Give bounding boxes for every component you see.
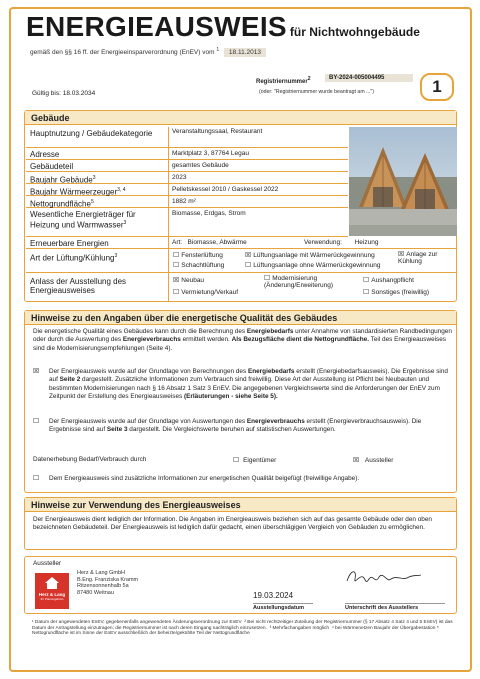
building-row-heater-year <box>26 184 348 196</box>
occasion-posting[interactable]: ☐ Aushangpflicht <box>363 276 414 284</box>
footnote-5: ⁵ Nettogrundfläche ist im Sinne der EnEV ausschließlich der beheizte/gekühlte Teil der Nettogrundfläche <box>32 625 439 637</box>
area-value: 1882 m² <box>172 198 196 205</box>
occasion-modernisation[interactable]: ☐ Modernisierung (Änderung/Erweiterung) <box>264 274 334 289</box>
usage-hints-section <box>24 497 457 550</box>
checkbox-checked-icon: ☒ <box>398 250 405 258</box>
signature-label: Unterschrift des Ausstellers <box>345 603 445 611</box>
ventilation-window[interactable]: ☐ Fensterlüftung <box>173 251 223 259</box>
footnote-4: ⁴ bei Wärmenetzen Baujahr der Übergabestation <box>331 625 436 631</box>
usage-label: Hauptnutzung / Gebäudekategorie <box>30 129 153 138</box>
issue-date-label: Ausstellungsdatum <box>253 603 313 611</box>
checkbox-empty-icon: ☐ <box>363 276 370 284</box>
consumption-certificate-option: Der Energieausweis wurde auf der Grundlage von Auswertungen des Energieverbrauchs erstellt (Energieverbrauchsausweis). Die Ergebnisse sind auf Seite 3 dargestellt. Die Vergleichswerte beruhen auf statistischen Auswertungen. <box>49 418 422 434</box>
valid-until: Gültig bis: 18.03.2034 <box>32 90 96 97</box>
quality-hints-title: Hinweise zu den Angaben über die energetische Qualität des Gebäudes <box>25 311 456 325</box>
registration-label: Registriernummer$^2$ <box>256 76 311 85</box>
building-photo-image <box>349 127 457 236</box>
renewables-use: Verwendung: Heizung <box>304 239 379 246</box>
building-row-year <box>26 172 348 184</box>
ventilation-no-recovery[interactable]: ☐ Lüftungsanlage ohne Wärmerückgewinnung <box>245 261 381 269</box>
issuer-logo <box>35 573 69 609</box>
checkbox-empty-icon: ☐ <box>173 288 180 296</box>
checkbox-empty-icon: ☐ <box>363 288 370 296</box>
regulation-footnote-ref: 1 <box>216 47 220 53</box>
page-number-badge: 1 <box>420 73 454 101</box>
occasion-other[interactable]: ☐ Sonstiges (freiwillig) <box>363 288 430 296</box>
logo-tagline: Ihr Planungsbüro <box>40 597 64 601</box>
building-row-usage <box>26 127 348 148</box>
checkbox-checked-icon[interactable]: ☒ <box>33 367 40 375</box>
renewables-label: Erneuerbare Energien <box>30 239 109 248</box>
quality-intro: Die energetische Qualität eines Gebäudes kann durch die Berechnung des Energiebedarfs unter Annahme von standardisierten Randbedingungen oder durch die Auswertung des Energieverbrauchs ermittelt werden. Als Bezugsfläche dient die Nettogrundfläche. Teil des Energieausweises sind die Modernisierungsempfehlungen (Seite 4). <box>33 328 452 352</box>
checkbox-checked-icon: ☒ <box>245 251 252 259</box>
building-section <box>24 110 457 302</box>
year-value: 2023 <box>172 174 187 181</box>
signature <box>343 563 423 593</box>
issuer-box <box>24 556 457 614</box>
building-row-area <box>26 196 348 208</box>
occasion-label: Anlass der Ausstellung des Energieausweises <box>30 277 127 295</box>
occasion-rent-sale[interactable]: ☐ Vermietung/Verkauf <box>173 288 239 296</box>
registration-note: (oder: "Registriernummer wurde beantragt am ...") <box>259 89 374 95</box>
building-row-address <box>26 148 348 160</box>
checkbox-empty-icon: ☐ <box>233 456 240 464</box>
ventilation-shaft[interactable]: ☐ Schachtlüftung <box>173 261 225 269</box>
renewables-value: Art: Biomasse, Abwärme <box>172 239 247 246</box>
year-label: Baujahr Gebäude$^3$ <box>30 175 96 185</box>
data-source-owner[interactable]: ☐ Eigentümer <box>233 456 277 464</box>
logo-house-icon <box>45 576 59 588</box>
part-value: gesamtes Gebäude <box>172 162 229 169</box>
building-section-title: Gebäude <box>25 111 456 125</box>
usage-hints-text: Der Energieausweis dient lediglich der Information. Die Angaben im Energieausweis beziehen sich auf das gesamte Gebäude oder den oben bezeichneten Gebäudeteil. Der Energieausweis ist lediglich dafür gedacht, einen überschlägigen Vergleich von Gebäuden zu ermöglichen. <box>33 516 432 532</box>
logo-name: Herz & Lang <box>38 592 66 597</box>
footnotes <box>32 620 457 637</box>
checkbox-checked-icon: ☒ <box>353 456 360 464</box>
data-source-label: Datenerhebung Bedarf/Verbrauch durch <box>33 456 147 463</box>
usage-hints-title: Hinweise zur Verwendung des Energieausweises <box>25 498 456 512</box>
building-row-part <box>26 160 348 172</box>
address-label: Adresse <box>30 150 60 159</box>
ventilation-heat-recovery[interactable]: ☒ Lüftungsanlage mit Wärmerückgewinnung <box>245 251 375 259</box>
occasion-new-building[interactable]: ☒ Neubau <box>173 276 205 284</box>
ventilation-cooling[interactable]: ☒ Anlage zur Kühlung <box>398 250 438 265</box>
quality-hints-section <box>24 310 457 493</box>
part-label: Gebäudeteil <box>30 162 74 171</box>
document-title-block <box>26 11 420 41</box>
data-source-issuer[interactable]: ☒ Aussteller <box>353 456 394 464</box>
issue-date: 19.03.2024 <box>253 591 294 600</box>
registration-number: BY-2024-005004495 <box>325 74 413 82</box>
checkbox-empty-icon: ☐ <box>245 261 252 269</box>
extra-info-option: Dem Energieausweis sind zusätzliche Informationen zur energetischen Qualität beigefügt (freiwillige Angabe). <box>49 475 360 482</box>
document-title: ENERGIEAUSWEIS <box>26 11 287 42</box>
document-subtitle: für Nichtwohngebäude <box>289 25 420 39</box>
energy-carriers-label: Wesentliche Energieträger für Heizung und Warmwasser$^3$ <box>30 210 136 230</box>
area-label: Nettogrundfläche$^5$ <box>30 199 94 209</box>
footnote-1: ¹ Datum der angewendeten EnEV, gegebenenfalls angewendeten Änderungsverordnung zur EnEV <box>32 620 242 625</box>
regulation-line <box>30 47 266 57</box>
issuer-address: Herz & Lang GmbH B.Eng. Franziska Kramm Ritzensonnenhalb 5a 87480 Weitnau <box>77 570 139 596</box>
ventilation-label: Art der Lüftung/Kühlung$^3$ <box>30 253 118 263</box>
footnote-3: ³ Mehrfachangaben möglich <box>269 625 330 631</box>
building-row-occasion <box>26 273 457 301</box>
regulation-text: gemäß den §§ 16 ff. der Energieeinsparverordnung (EnEV) vom <box>30 49 215 57</box>
building-row-ventilation <box>26 249 457 273</box>
demand-certificate-option: Der Energieausweis wurde auf der Grundlage von Berechnungen des Energiebedarfs erstellt (Energiebedarfsausweis). Die Ergebnisse sind auf Seite 2 dargestellt. Zusätzliche Informationen zum Verbrauch sind freiwillig. Diese Art der Ausstellung ist Pflicht bei Neubauten und bestimmten Modernisierungen nach § 16 Absatz 1 Satz 3 EnEV. Die angegebenen Vergleichswerte sind die Anforderungen der EnEV zum Zeitpunkt der Erstellung des Energieausweises (Erläuterungen - siehe Seite 5). <box>49 368 448 400</box>
address-value: Marktplatz 3, 87764 Legau <box>172 150 249 157</box>
usage-value: Veranstaltungssaal, Restaurant <box>172 128 263 135</box>
regulation-date: 18.11.2013 <box>224 48 266 57</box>
heater-year-value: Pelletskessel 2010 / Gaskessel 2022 <box>172 186 279 193</box>
checkbox-empty-icon[interactable]: ☐ <box>33 417 40 425</box>
signature-image <box>343 563 423 593</box>
checkbox-checked-icon: ☒ <box>173 276 180 284</box>
checkbox-empty-icon: ☐ <box>264 274 271 282</box>
building-photo <box>349 127 457 236</box>
footnote-2: ² Bei nicht rechtzeitiger Zuteilung der Registriernummer (§ 17 Absatz 4 Satz 4 und 5 EnEV) ist das Datum der Antragstellung einzutragen; die Registriernummer ist nach deren Eingang nachträglich einzusetzen. <box>32 620 453 631</box>
heater-year-label: Baujahr Wärmeerzeuger$^{3, 4}$ <box>30 187 126 197</box>
building-row-energy-carriers <box>26 208 348 237</box>
checkbox-empty-icon[interactable]: ☐ <box>33 474 40 482</box>
energy-carriers-value: Biomasse, Erdgas, Strom <box>172 210 246 217</box>
building-row-renewables <box>26 237 457 249</box>
issuer-label: Aussteller <box>33 560 62 567</box>
checkbox-empty-icon: ☐ <box>173 261 180 269</box>
checkbox-empty-icon: ☐ <box>173 251 180 259</box>
